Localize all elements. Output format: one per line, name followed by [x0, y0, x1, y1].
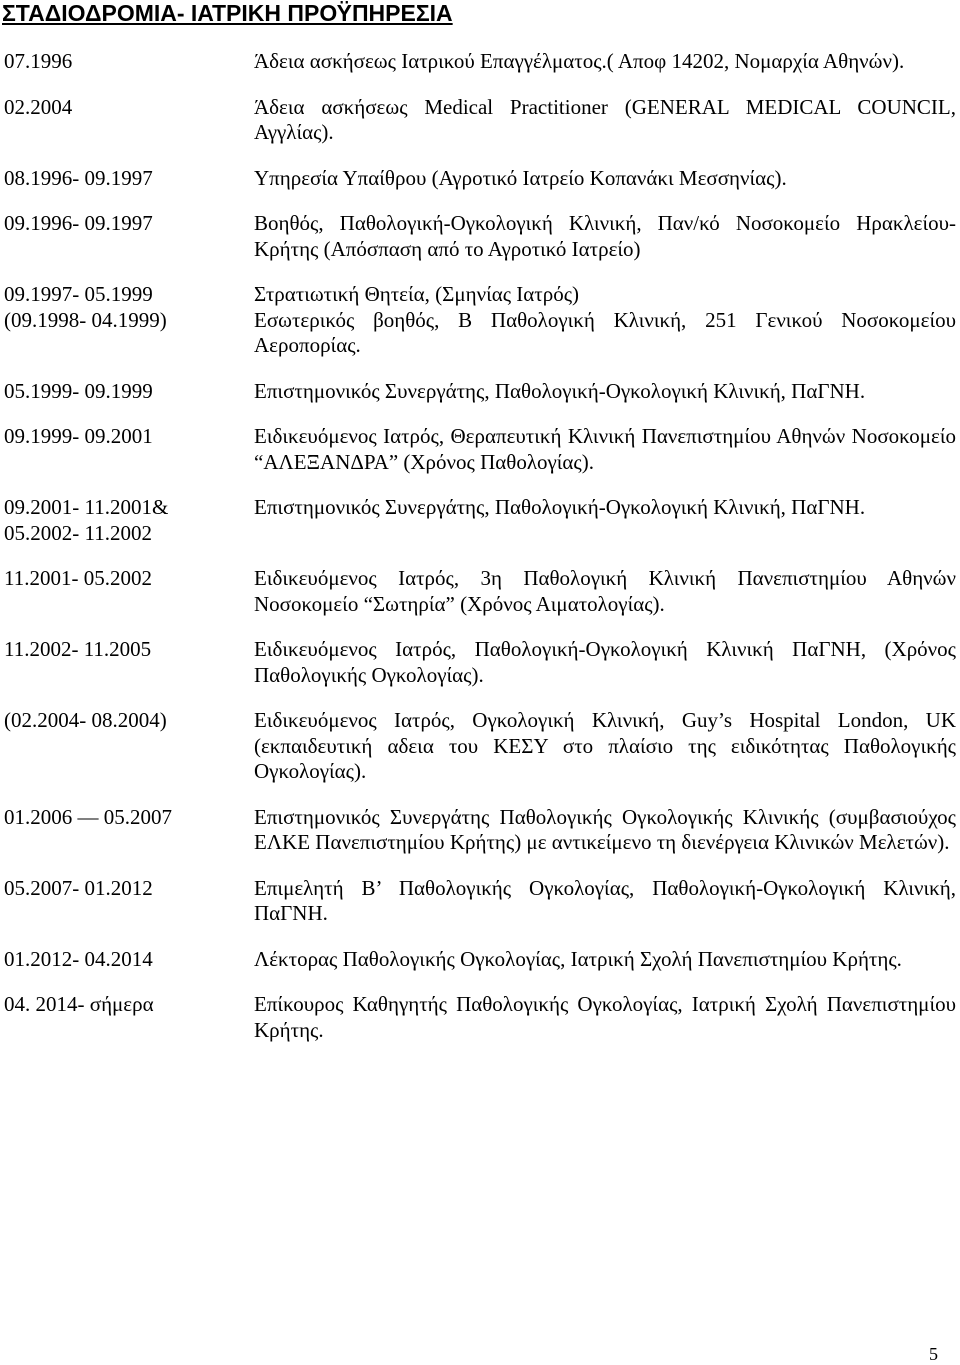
career-entry	[4, 49, 956, 75]
entry-date: 07.1996	[4, 49, 73, 73]
career-entry	[4, 424, 956, 475]
career-entry	[4, 566, 956, 617]
career-entry	[4, 282, 956, 308]
career-entry	[4, 379, 956, 405]
entry-description: Εσωτερικός βοηθός, Β Παθολογική Κλινική, 251 Γενικού Νοσοκομείου Αεροπορίας.	[254, 307, 956, 357]
entry-date: 11.2001- 05.2002	[4, 566, 152, 590]
entry-date: 08.1996- 09.1997	[4, 165, 153, 190]
entry-description: Στρατιωτική Θητεία, (Σμηνίας Ιατρός)	[254, 282, 580, 306]
career-entry	[4, 805, 956, 856]
entry-description: Λέκτορας Παθολογικής Ογκολογίας, Ιατρική Σχολή Πανεπιστημίου Κρήτης.	[254, 946, 902, 971]
entry-date: (09.1998- 04.1999)	[4, 307, 167, 332]
entry-description: Υπηρεσία Υπαίθρου (Αγροτικό Ιατρείο Κοπανάκι Μεσσηνίας).	[254, 165, 787, 190]
career-entry	[4, 495, 956, 546]
page-number: 5	[929, 1344, 938, 1364]
entry-description: Ειδικευόμενος Ιατρός, Παθολογική-Ογκολογική Κλινική ΠαΓΝΗ, (Χρόνος Παθολογικής Ογκολογίας).	[254, 637, 956, 687]
entry-description: Επιστημονικός Συνεργάτης, Παθολογική-Ογκολογική Κλινική, ΠαΓΝΗ.	[254, 378, 866, 403]
career-list	[4, 49, 956, 1063]
career-entry	[4, 992, 956, 1043]
career-entry	[4, 637, 956, 688]
entry-description: Ειδικευόμενος Ιατρός, Ογκολογική Κλινική, Guy’s Hospital London, UK (εκπαιδευτική αδεια του ΚΕΣΥ στο πλαίσιο της ειδικότητας Παθολογικής Ογκολογίας).	[254, 708, 956, 783]
entry-date: 09.1996- 09.1997	[4, 211, 153, 235]
entry-date: 09.2001- 11.2001& 05.2002- 11.2002	[4, 495, 169, 545]
entry-date: (02.2004- 08.2004)	[4, 708, 167, 732]
career-entry	[4, 308, 956, 359]
entry-description: Βοηθός, Παθολογική-Ογκολογική Κλινική, Παν/κό Νοσοκομείο Ηρακλείου-Κρήτης (Απόσπαση από το Αγροτικό Ιατρείο)	[254, 211, 956, 261]
entry-description: Άδεια ασκήσεως Ιατρικού Επαγγέλματος.( Αποφ 14202, Νομαρχία Αθηνών).	[254, 49, 905, 73]
entry-date: 11.2002- 11.2005	[4, 637, 152, 661]
entry-description: Ειδικευόμενος Ιατρός, Θεραπευτική Κλινική Πανεπιστημίου Αθηνών Νοσοκομείο “ΑΛΕΞΑΝΔΡΑ” (Χρόνος Παθολογίας).	[254, 424, 956, 474]
entry-description: Επιμελητή Β’ Παθολογικής Ογκολογίας, Παθολογική-Ογκολογική Κλινική, ΠαΓΝΗ.	[254, 875, 956, 925]
entry-description: Επίκουρος Καθηγητής Παθολογικής Ογκολογίας, Ιατρική Σχολή Πανεπιστημίου Κρήτης.	[254, 992, 956, 1042]
entry-date: 05.1999- 09.1999	[4, 378, 153, 403]
career-entry	[4, 876, 956, 927]
entry-description: Άδεια ασκήσεως Medical Practitioner (GENERAL MEDICAL COUNCIL, Αγγλίας).	[254, 94, 956, 144]
entry-description: Επιστημονικός Συνεργάτης, Παθολογική-Ογκολογική Κλινική, ΠαΓΝΗ.	[254, 495, 866, 519]
entry-date: 04. 2014- σήμερα	[4, 992, 154, 1016]
entry-date: 05.2007- 01.2012	[4, 875, 153, 900]
entry-date: 09.1997- 05.1999	[4, 282, 153, 306]
career-entry	[4, 211, 956, 262]
entry-description: Ειδικευόμενος Ιατρός, 3η Παθολογική Κλινική Πανεπιστημίου Αθηνών Νοσοκομείο “Σωτηρία” (Χρόνος Αιματολογίας).	[254, 566, 956, 616]
entry-date: 01.2006 — 05.2007	[4, 804, 172, 829]
entry-description: Επιστημονικός Συνεργάτης Παθολογικής Ογκολογικής Κλινικής (συμβασιούχος ΕΛΚΕ Πανεπιστημίου Κρήτης) με αντικείμενο τη διενέργεια Κλινικών Μελετών).	[254, 804, 956, 854]
career-entry	[4, 708, 956, 785]
career-entry	[4, 166, 956, 192]
entry-date: 01.2012- 04.2014	[4, 946, 153, 971]
career-entry	[4, 947, 956, 973]
section-title: ΣΤΑΔΙΟΔΡΟΜΙΑ- ΙΑΤΡΙΚΗ ΠΡΟΫΠΗΡΕΣΙΑ	[2, 0, 453, 26]
entry-date: 02.2004	[4, 94, 73, 119]
career-entry	[4, 95, 956, 146]
entry-date: 09.1999- 09.2001	[4, 424, 153, 448]
